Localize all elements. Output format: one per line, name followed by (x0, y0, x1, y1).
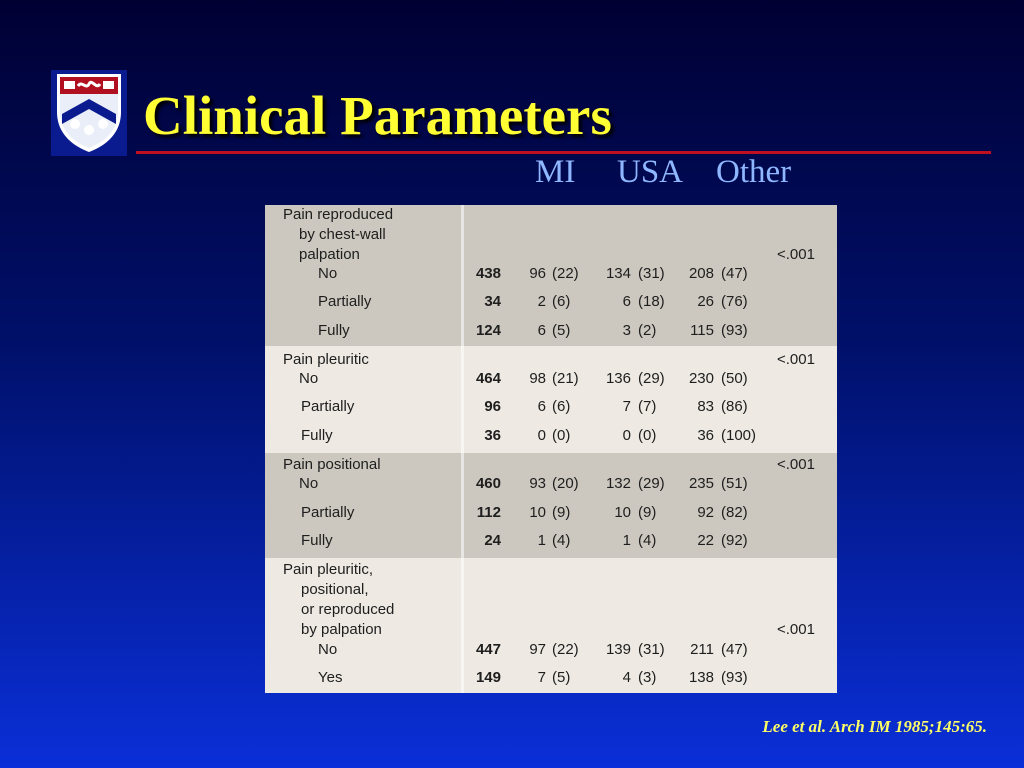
other-value: 208 (688, 265, 714, 282)
usa-value: 0 (622, 427, 631, 444)
other-percent: (100) (721, 427, 757, 444)
mi-value: 2 (537, 293, 546, 310)
other-value: 22 (697, 532, 714, 549)
total-value: 460 (475, 475, 501, 492)
mi-value: 6 (537, 322, 546, 339)
mi-percent: (5) (552, 669, 571, 686)
row-label: No (299, 475, 319, 492)
other-percent: (93) (721, 322, 748, 339)
mi-percent: (0) (552, 427, 571, 444)
usa-value: 1 (622, 532, 631, 549)
mi-percent: (22) (552, 265, 579, 282)
row-label: No (318, 641, 338, 658)
total-value: 34 (484, 293, 501, 310)
row-label: Yes (318, 669, 343, 686)
usa-percent: (2) (638, 322, 657, 339)
row-label: Partially (301, 398, 355, 415)
usa-percent: (31) (638, 641, 665, 658)
mi-percent: (9) (552, 504, 571, 521)
mi-value: 96 (529, 265, 546, 282)
usa-value: 7 (622, 398, 631, 415)
section-label: Pain pleuritic, (283, 561, 374, 578)
total-value: 24 (484, 532, 501, 549)
usa-percent: (3) (638, 669, 657, 686)
usa-value: 3 (622, 322, 631, 339)
usa-value: 139 (605, 641, 631, 658)
mi-percent: (5) (552, 322, 571, 339)
total-value: 149 (475, 669, 501, 686)
mi-percent: (20) (552, 475, 579, 492)
usa-value: 136 (605, 370, 631, 387)
mi-percent: (6) (552, 398, 571, 415)
usa-percent: (4) (638, 532, 657, 549)
section-label: palpation (299, 246, 360, 263)
mi-percent: (22) (552, 641, 579, 658)
p-value: <.001 (777, 246, 815, 263)
other-percent: (47) (721, 265, 748, 282)
total-value: 438 (475, 265, 501, 282)
other-value: 92 (697, 504, 714, 521)
usa-value: 134 (605, 265, 631, 282)
mi-value: 98 (529, 370, 546, 387)
other-percent: (93) (721, 669, 748, 686)
row-label: Fully (301, 532, 333, 549)
section-label: Pain pleuritic (283, 351, 369, 368)
other-value: 83 (697, 398, 714, 415)
other-percent: (92) (721, 532, 748, 549)
mi-percent: (21) (552, 370, 579, 387)
scanned-table (265, 205, 837, 693)
row-label: Fully (318, 322, 350, 339)
total-value: 124 (475, 322, 501, 339)
other-value: 36 (697, 427, 714, 444)
row-label: Fully (301, 427, 333, 444)
total-value: 447 (475, 641, 501, 658)
other-percent: (82) (721, 504, 748, 521)
mi-value: 6 (537, 398, 546, 415)
total-value: 96 (484, 398, 501, 415)
total-value: 36 (484, 427, 501, 444)
section-label: positional, (301, 581, 369, 598)
mi-value: 7 (537, 669, 546, 686)
column-header-mi: MI (535, 154, 576, 190)
usa-percent: (29) (638, 370, 665, 387)
usa-value: 10 (614, 504, 631, 521)
other-value: 235 (688, 475, 714, 492)
usa-value: 4 (622, 669, 631, 686)
section-label: or reproduced (301, 601, 395, 618)
p-value: <.001 (777, 456, 815, 473)
usa-percent: (29) (638, 475, 665, 492)
usa-value: 6 (622, 293, 631, 310)
row-label: Partially (318, 293, 372, 310)
other-value: 26 (697, 293, 714, 310)
citation: Lee et al. Arch IM 1985;145:65. (762, 717, 987, 736)
section-label: Pain reproduced (283, 206, 394, 223)
other-percent: (86) (721, 398, 748, 415)
other-percent: (50) (721, 370, 748, 387)
mi-value: 1 (537, 532, 546, 549)
row-label: No (318, 265, 338, 282)
usa-percent: (9) (638, 504, 657, 521)
usa-value: 132 (605, 475, 631, 492)
total-value: 464 (475, 370, 501, 387)
column-header-usa: USA (617, 154, 684, 190)
usa-percent: (7) (638, 398, 657, 415)
mi-percent: (6) (552, 293, 571, 310)
mi-value: 10 (529, 504, 546, 521)
usa-percent: (31) (638, 265, 665, 282)
row-label: Partially (301, 504, 355, 521)
usa-percent: (18) (638, 293, 665, 310)
usa-percent: (0) (638, 427, 657, 444)
other-percent: (47) (721, 641, 748, 658)
row-label: No (299, 370, 319, 387)
other-value: 230 (688, 370, 714, 387)
mi-value: 97 (529, 641, 546, 658)
mi-value: 93 (529, 475, 546, 492)
section-label: by palpation (301, 621, 382, 638)
section-label: Pain positional (283, 456, 381, 473)
p-value: <.001 (777, 351, 815, 368)
slide-title: Clinical Parameters (143, 85, 612, 146)
other-percent: (51) (721, 475, 748, 492)
mi-value: 0 (537, 427, 546, 444)
other-percent: (76) (721, 293, 748, 310)
section-label: by chest-wall (299, 226, 386, 243)
total-value: 112 (476, 504, 501, 521)
other-value: 138 (688, 669, 714, 686)
other-value: 211 (690, 641, 714, 658)
p-value: <.001 (777, 621, 815, 638)
mi-percent: (4) (552, 532, 571, 549)
other-value: 115 (690, 322, 714, 339)
university-shield-logo (51, 70, 127, 156)
column-header-other: Other (716, 154, 792, 190)
